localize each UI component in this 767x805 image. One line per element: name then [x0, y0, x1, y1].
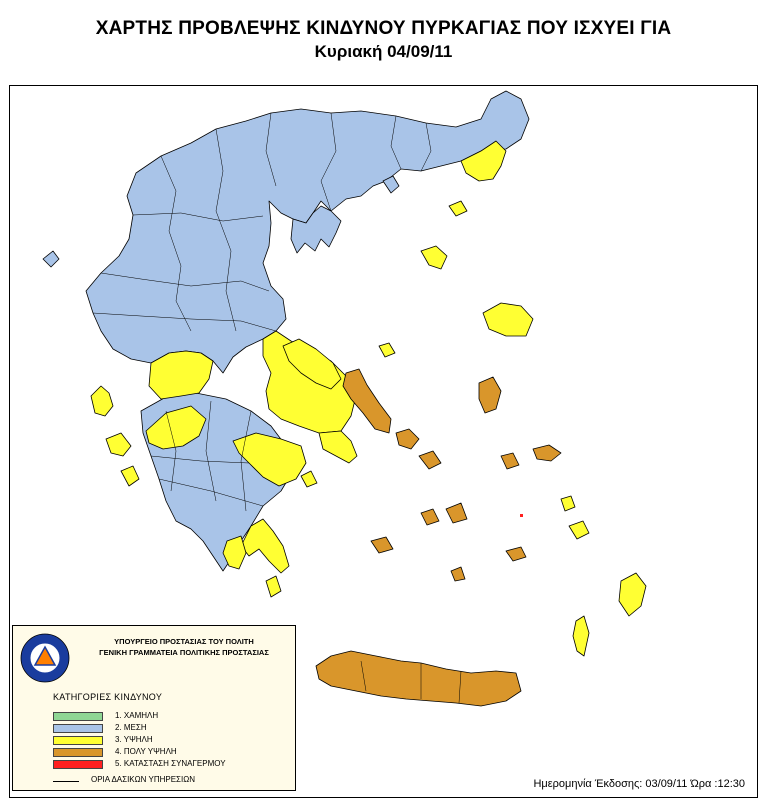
map-legend [12, 625, 296, 791]
island-zakynthos [121, 466, 139, 486]
alert-marker [520, 514, 523, 517]
ministry-name [75, 636, 293, 658]
island-corfu [91, 386, 113, 416]
region-attica-high [319, 431, 357, 463]
legend-item-very-high [53, 748, 293, 758]
legend-swatch-medium [53, 724, 103, 733]
legend-label-forest-borders: ΟΡΙΑ ΔΑΣΙΚΩΝ ΥΠΗΡΕΣΙΩΝ [91, 775, 195, 784]
island-milos [371, 537, 393, 553]
risk-categories-title: ΚΑΤΗΓΟΡΙΕΣ ΚΙΝΔΥΝΟΥ [53, 692, 163, 702]
island-corfu-north [43, 251, 59, 267]
map-date: Κυριακή 04/09/11 [314, 42, 453, 61]
legend-item-high [53, 736, 293, 746]
legend-item-alert [53, 760, 293, 770]
island-lesvos [483, 303, 533, 336]
map-title: ΧΑΡΤΗΣ ΠΡΟΒΛΕΨΗΣ ΚΙΝΔΥΝΟΥ ΠΥΡΚΑΓΙΑΣ ΠΟΥ ΙΣΧΥΕΙ ΓΙΑ [95, 18, 672, 39]
legend-item-low [53, 712, 293, 722]
island-chios [396, 429, 419, 449]
ministry-line-2: ΓΕΝΙΚΗ ΓΡΑΜΜΑΤΕΙΑ ΠΟΛΙΤΙΚΗΣ ΠΡΟΣΤΑΣΙΑΣ [99, 648, 269, 657]
legend-swatch-high [53, 736, 103, 745]
island-skiathos [379, 343, 395, 357]
legend-swatch-alert [53, 760, 103, 769]
island-aegina [301, 471, 317, 487]
legend-item-medium [53, 724, 293, 734]
island-naxos [446, 503, 467, 523]
legend-item-forest-borders [53, 776, 293, 786]
island-samothraki [449, 201, 467, 216]
island-karpathos [573, 616, 589, 656]
island-lemnos [421, 246, 447, 269]
island-kos [569, 521, 589, 539]
legend-border-line [53, 781, 79, 782]
island-kefalonia [106, 433, 131, 456]
island-andros [419, 451, 441, 469]
island-paros [421, 509, 439, 525]
legend-swatch-very-high [53, 748, 103, 757]
legend-label-high: 3. ΥΨΗΛΗ [115, 735, 153, 744]
map-title-block [0, 18, 767, 62]
island-kythira [266, 576, 281, 597]
civil-protection-logo-icon [19, 632, 71, 684]
issue-date-time: Ημερομηνία Έκδοσης: 03/09/11 Ώρα :12:30 [533, 778, 745, 790]
island-kalymnos [561, 496, 575, 511]
legend-swatch-low [53, 712, 103, 721]
island-skyros [479, 377, 501, 413]
island-santorini [451, 567, 465, 581]
legend-label-very-high: 4. ΠΟΛΥ ΥΨΗΛΗ [115, 747, 177, 756]
ministry-line-1: ΥΠΟΥΡΓΕΙΟ ΠΡΟΣΤΑΣΙΑΣ ΤΟΥ ΠΟΛΙΤΗ [114, 637, 254, 646]
legend-label-medium: 2. ΜΕΣΗ [115, 723, 147, 732]
island-samos [533, 445, 561, 461]
island-amorgos [506, 547, 526, 561]
island-ikaria [501, 453, 519, 469]
island-crete-very-high [316, 651, 521, 706]
legend-label-alert: 5. ΚΑΤΑΣΤΑΣΗ ΣΥΝΑΓΕΡΜΟΥ [115, 759, 226, 768]
legend-label-low: 1. ΧΑΜΗΛΗ [115, 711, 159, 720]
island-rhodes [619, 573, 646, 616]
